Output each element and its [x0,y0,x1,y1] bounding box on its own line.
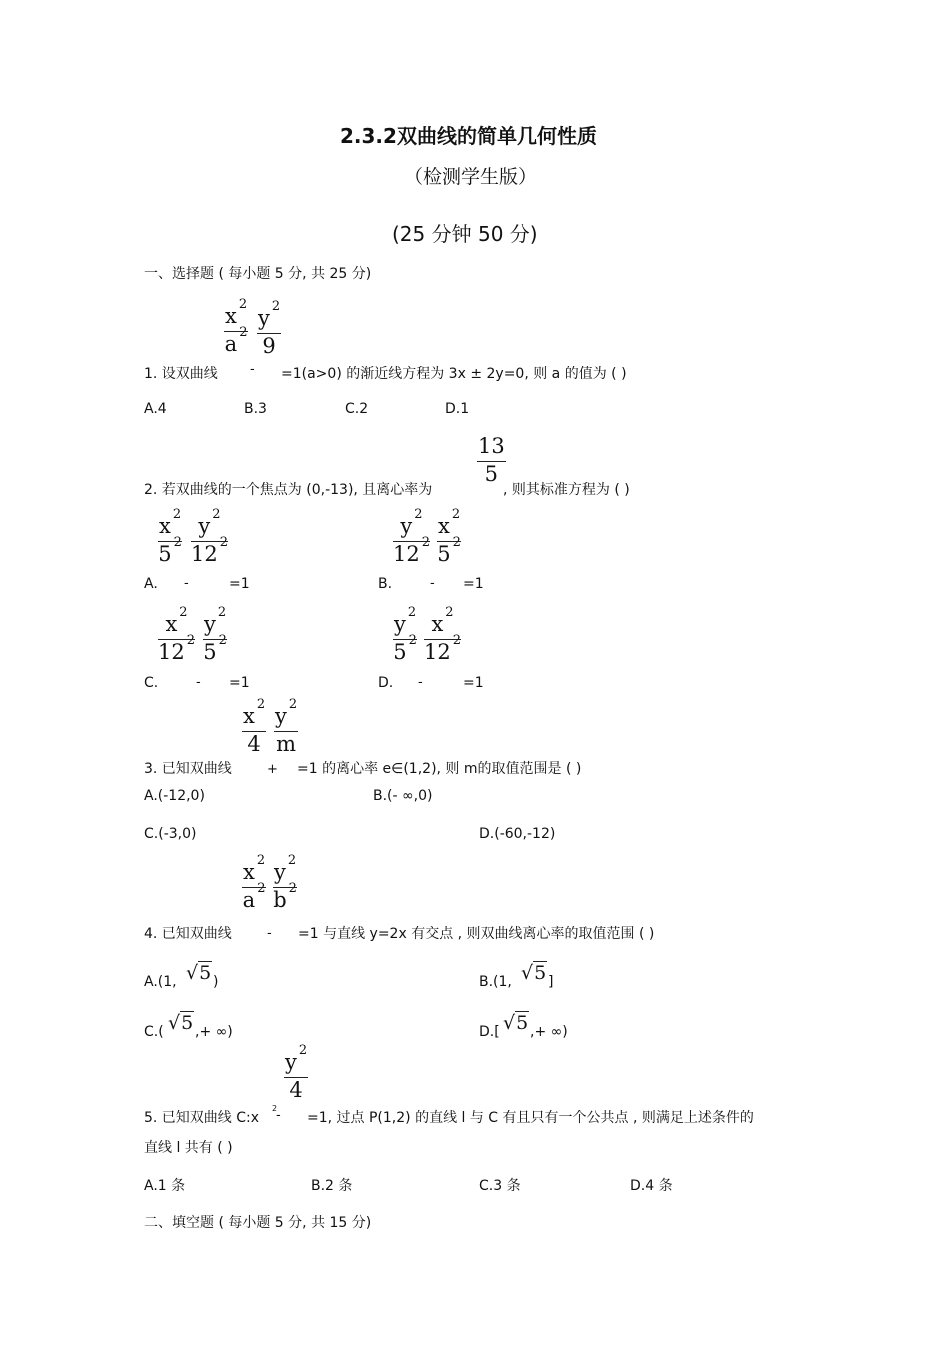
option-a[interactable]: A.4 [144,401,167,417]
option-a[interactable]: A. [144,576,158,592]
minus-sign: - [276,1108,281,1123]
option-d[interactable]: D. [378,675,394,691]
fraction: $\frac{x ^2}{12 ^2}$ [424,605,462,664]
option-c[interactable]: C.2 [345,401,369,417]
fraction: $\frac{x ^2}{12 ^2}$ [158,605,196,664]
fraction: $\frac{x ^2}{5 ^2}$ [158,507,182,566]
plus-sign: + [267,762,278,777]
minus-sign: - [418,675,423,690]
option-b[interactable]: B.2 条 [311,1178,353,1194]
minus-sign: - [250,362,255,377]
fraction: $\frac{y ^2}{12 ^2}$ [393,507,431,566]
equals-one: =1 [229,675,250,691]
interval-end: ,+ ∞) [195,1024,233,1040]
equals-one: =1 [463,576,484,592]
fraction-y2-m: $\frac{y ^2}{m}$ [275,697,298,756]
question-4-suffix: =1 与直线 y=2x 有交点 , 则双曲线离心率的取值范围 ( ) [298,926,655,942]
question-3-suffix: =1 的离心率 e∈(1,2), 则 m的取值范围是 ( ) [297,761,582,777]
fraction: $\frac{x ^2}{5 ^2}$ [437,507,461,566]
fraction: $\frac{y ^2}{5 ^2}$ [393,605,417,664]
option-c[interactable]: C. [144,675,159,691]
minus-sign: - [196,675,201,690]
fraction-y2-9: $\frac{y ^2}{9}$ [258,299,281,358]
option-a[interactable]: A.1 条 [144,1178,186,1194]
section-heading-fill: 二、填空题 ( 每小题 5 分, 共 15 分) [144,1215,372,1231]
sqrt-5: √5 [186,962,212,984]
bracket: ] [548,974,554,990]
option-d[interactable]: D.1 [445,401,470,417]
superscript-2: 2 [272,1104,278,1113]
option-d[interactable]: D.[ [479,1024,500,1040]
sqrt-5: √5 [168,1012,194,1034]
minus-sign: - [430,576,435,591]
time-limit: (25 分钟 50 分) [392,222,538,246]
fraction-x2-a2: $\frac{x ^2}{a ^2}$ [242,853,266,912]
fraction-y2-b2: $\frac{y ^2}{b ^2}$ [273,853,297,912]
sqrt-5: √5 [503,1012,529,1034]
minus-sign: - [267,926,272,941]
option-d[interactable]: D.(-60,-12) [479,826,556,842]
fraction-y2-4: $\frac{y ^2}{4}$ [285,1043,308,1102]
bracket: ) [213,974,219,990]
question-2-prefix: 2. 若双曲线的一个焦点为 (0,-13), 且离心率为 [144,482,433,498]
option-b[interactable]: B.(1, [479,974,512,990]
option-b[interactable]: B.3 [244,401,267,417]
option-c[interactable]: C.(-3,0) [144,826,197,842]
question-3-prefix: 3. 已知双曲线 [144,761,232,777]
fraction: $\frac{y ^2}{12 ^2}$ [191,507,229,566]
fraction: $\frac{y ^2}{5 ^2}$ [203,605,227,664]
equals-one: =1 [463,675,484,691]
question-1-suffix: =1(a>0) 的渐近线方程为 3x ± 2y=0, 则 a 的值为 ( ) [281,366,627,382]
equals-one: =1 [229,576,250,592]
question-5-prefix: 5. 已知双曲线 C:x [144,1110,260,1126]
eccentricity-fraction: $\frac{13}{5}$ [478,434,505,486]
option-a[interactable]: A.(1, [144,974,177,990]
fraction-x2-a2: $\frac{x ^2}{a ^2}$ [224,297,248,356]
minus-sign: - [184,576,189,591]
page-subtitle: （检测学生版） [404,166,538,188]
question-1-prefix: 1. 设双曲线 [144,366,218,382]
fraction-x2-4: $\frac{x ^2}{4}$ [243,697,266,756]
option-c[interactable]: C.( [144,1024,164,1040]
interval-end: ,+ ∞) [530,1024,568,1040]
page-title: 2.3.2双曲线的简单几何性质 [340,124,597,148]
option-a[interactable]: A.(-12,0) [144,788,205,804]
option-d[interactable]: D.4 条 [630,1178,673,1194]
question-5-suffix: =1, 过点 P(1,2) 的直线 l 与 C 有且只有一个公共点 , 则满足上述条件的 [307,1110,754,1126]
option-b[interactable]: B. [378,576,393,592]
sqrt-5: √5 [521,962,547,984]
question-2-suffix: , 则其标准方程为 ( ) [503,482,630,498]
option-c[interactable]: C.3 条 [479,1178,521,1194]
section-heading-choice: 一、选择题 ( 每小题 5 分, 共 25 分) [144,266,372,282]
option-b[interactable]: B.(- ∞,0) [373,788,433,804]
question-5-line2: 直线 l 共有 ( ) [144,1140,233,1156]
question-4-prefix: 4. 已知双曲线 [144,926,232,942]
